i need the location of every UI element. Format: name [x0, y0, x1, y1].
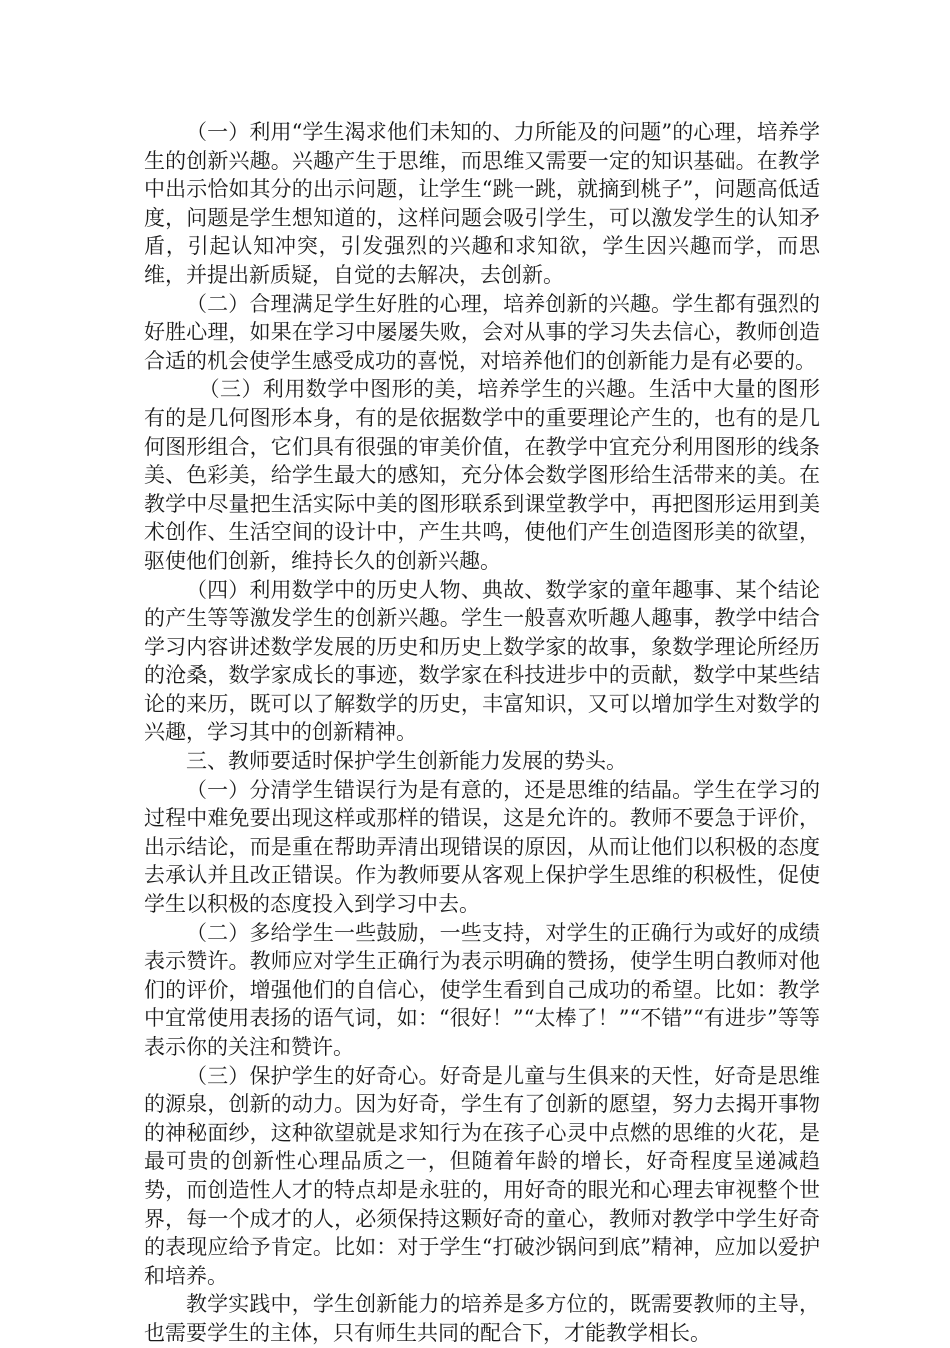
- paragraph-distinguish-errors: （一）分清学生错误行为是有意的，还是思维的结晶。学生在学习的过程中难免要出现这样或那样的错误，这是允许的。教师不要急于评价，出示结论，而是重在帮助弄清出现错误的原因，从而让他们以积极的态度去承认并且改正错误。作为教师要从客观上保护学生思维的积极性，促使学生以积极的态度投入到学习中去。: [144, 777, 820, 917]
- paragraph-encouragement: （二）多给学生一些鼓励，一些支持，对学生的正确行为或好的成绩表示赞许。教师应对学生正确行为表示明确的赞扬，使学生明白教师对他们的评价，增强他们的自信心，使学生看到自己成功的希望。比如：教学中宜常使用表扬的语气词，如：“很好！”“太棒了！”“不错”“有进步”等等表示你的关注和赞许。: [144, 920, 820, 1059]
- paragraph-curiosity: （三）保护学生的好奇心。好奇是儿童与生俱来的天性，好奇是思维的源泉，创新的动力。因为好奇，学生有了创新的愿望，努力去揭开事物的神秘面纱，这种欲望就是求知行为在孩子心灵中点燃的思维的火花，是最可贵的创新性心理品质之一，但随着年龄的增长，好奇程度呈递减趋势，而创造性人才的特点却是永驻的，用好奇的眼光和心理去审视整个世界，每一个成才的人，必须保持这颗好奇的童心，教师对教学中学生好奇的表现应给予肯定。比如：对于学生“打破沙锅问到底”精神，应加以爱护和培养。: [144, 1063, 820, 1288]
- paragraph-math-history: （四）利用数学中的历史人物、典故、数学家的童年趣事、某个结论的产生等等激发学生的创新兴趣。学生一般喜欢听趣人趣事，教学中结合学习内容讲述数学发展的历史和历史上数学家的故事，象数学理论所经历的沧桑，数学家成长的事迹，数学家在科技进步中的贡献，数学中某些结论的来历，既可以了解数学的历史，丰富知识，又可以增加学生对数学的兴趣，学习其中的创新精神。: [144, 577, 820, 745]
- paragraph-competitive-psychology: （二）合理满足学生好胜的心理，培养创新的兴趣。学生都有强烈的好胜心理，如果在学习中屡屡失败，会对从事的学习失去信心，教师创造合适的机会使学生感受成功的喜悦，对培养他们的创新能力是有必要的。: [144, 291, 820, 373]
- document-body: [144, 118, 820, 1348]
- section-heading-protect-creativity: 三、教师要适时保护学生创新能力发展的势头。: [186, 749, 627, 774]
- paragraph-interest-unknown-problems: （一）利用“学生渴求他们未知的、力所能及的问题”的心理，培养学生的创新兴趣。兴趣产生于思维，而思维又需要一定的知识基础。在教学中出示恰如其分的出示问题，让学生“跳一跳，就摘到桃子”，问题高低适度，问题是学生想知道的，这样问题会吸引学生，可以激发学生的认知矛盾，引起认知冲突，引发强烈的兴趣和求知欲，学生因兴趣而学，而思维，并提出新质疑，自觉的去解决，去创新。: [144, 120, 820, 287]
- paragraph-beauty-of-shapes: （三）利用数学中图形的美，培养学生的兴趣。生活中大量的图形有的是几何图形本身，有的是依据数学中的重要理论产生的，也有的是几何图形组合，它们具有很强的审美价值，在教学中宜充分利用图形的线条美、色彩美，给学生最大的感知，充分体会数学图形给生活带来的美。在教学中尽量把生活实际中美的图形联系到课堂教学中，再把图形运用到美术创作、生活空间的设计中，产生共鸣，使他们产生创造图形美的欲望，驱使他们创新，维持长久的创新兴趣。: [144, 377, 820, 573]
- paragraph-conclusion: 教学实践中，学生创新能力的培养是多方位的，既需要教师的主导，也需要学生的主体，只有师生共同的配合下，才能教学相长。: [144, 1292, 820, 1345]
